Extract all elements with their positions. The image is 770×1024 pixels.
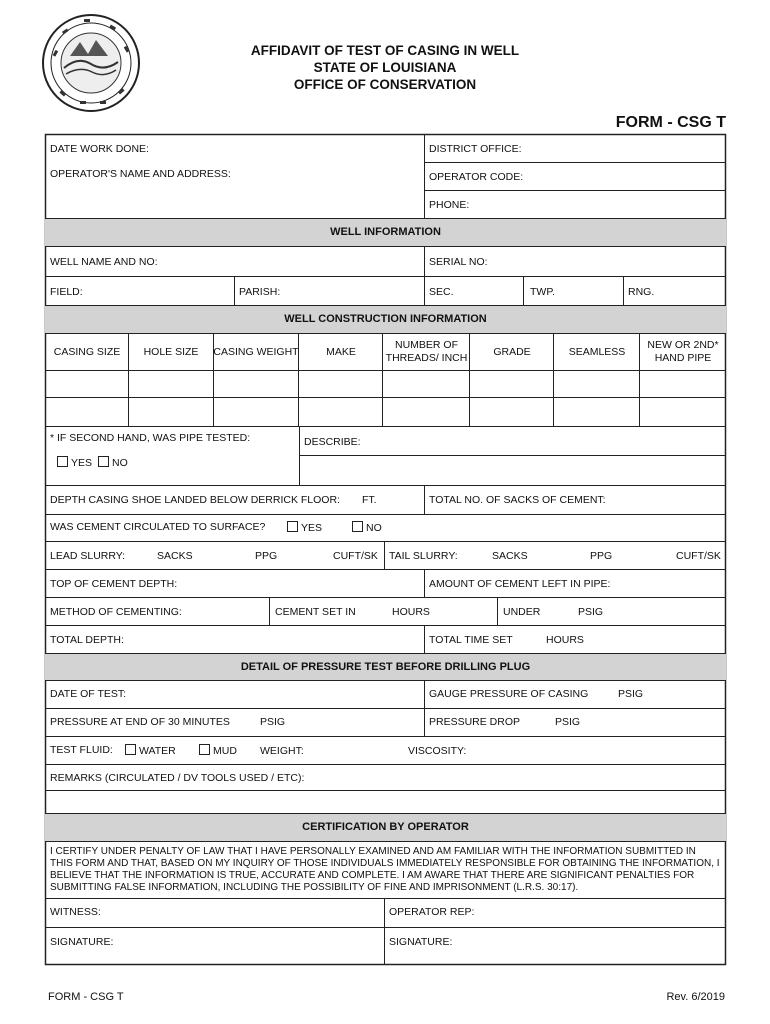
operator-name-address-label: OPERATOR'S NAME AND ADDRESS: (50, 168, 231, 180)
lead-slurry-label: LEAD SLURRY: (50, 550, 126, 562)
col-seamless: SEAMLESS (568, 346, 626, 358)
fluid-mud-option[interactable] (199, 744, 237, 757)
second-hand-question: * IF SECOND HAND, WAS PIPE TESTED: (50, 432, 251, 444)
certification-line-2: THIS FORM AND THAT, BASED ON MY INQUIRY OF THOSE INDIVIDUALS IMMEDIATELY RESPONSIBLE FOR OBTAINING THE INFORMATION, I (50, 858, 720, 869)
field-label: FIELD: (50, 286, 83, 298)
gauge-pressure-label: GAUGE PRESSURE OF CASING (429, 688, 589, 700)
under-label: UNDER (503, 606, 541, 618)
lead-cuft-label: CUFT/SK (333, 550, 378, 562)
pipe-tested-no-option[interactable] (98, 456, 128, 469)
yes-label: YES (301, 522, 323, 534)
water-label: WATER (139, 745, 176, 757)
checkbox-icon[interactable] (125, 744, 136, 755)
rng-label: RNG. (628, 286, 655, 298)
form-id: FORM - CSG T (615, 114, 726, 131)
col-hole-size: HOLE SIZE (143, 346, 199, 358)
depth-shoe-label: DEPTH CASING SHOE LANDED BELOW DERRICK FLOOR: (50, 494, 340, 506)
total-sacks-label: TOTAL NO. OF SACKS OF CEMENT: (429, 494, 606, 506)
parish-label: PARISH: (239, 286, 281, 298)
no-label: NO (366, 522, 382, 534)
describe-label: DESCRIBE: (304, 436, 361, 448)
twp-label: TWP. (530, 286, 555, 298)
certification-heading: CERTIFICATION BY OPERATOR (45, 813, 726, 842)
checkbox-icon[interactable] (57, 456, 68, 467)
hours-label: HOURS (392, 606, 430, 618)
checkbox-icon[interactable] (199, 744, 210, 755)
certification-line-3: BELIEVE THAT THE INFORMATION IS TRUE, ACCURATE AND COMPLETE. I AM AWARE THAT THERE ARE SIGNIFICANT PENALTIES FOR (50, 870, 695, 881)
ft-label: FT. (362, 494, 377, 506)
amount-left-label: AMOUNT OF CEMENT LEFT IN PIPE: (429, 578, 611, 590)
signature-right-label: SIGNATURE: (389, 936, 453, 948)
yes-label: YES (71, 457, 93, 469)
construction-heading: WELL CONSTRUCTION INFORMATION (45, 305, 726, 334)
psig-label: PSIG (578, 606, 604, 618)
well-name-label: WELL NAME AND NO: (50, 256, 158, 268)
office-title: OFFICE OF CONSERVATION (293, 77, 477, 92)
mud-label: MUD (213, 745, 237, 757)
well-information-heading: WELL INFORMATION (45, 218, 726, 247)
form-title: AFFIDAVIT OF TEST OF CASING IN WELL (250, 43, 520, 58)
checkbox-icon[interactable] (287, 521, 298, 532)
remarks-label: REMARKS (CIRCULATED / DV TOOLS USED / ETC): (50, 772, 305, 784)
footer-form-id: FORM - CSG T (48, 991, 124, 1003)
date-work-done-label: DATE WORK DONE: (50, 143, 149, 155)
col-new-or-2nd: NEW OR 2ND* (647, 339, 719, 351)
col-number-of: NUMBER OF (395, 339, 458, 351)
state-title: STATE OF LOUISIANA (313, 60, 457, 75)
district-office-label: DISTRICT OFFICE: (429, 143, 522, 155)
footer-revision: Rev. 6/2019 (666, 991, 725, 1003)
col-casing-size: CASING SIZE (53, 346, 121, 358)
col-threads-inch: THREADS/ INCH (385, 352, 468, 364)
operator-code-label: OPERATOR CODE: (429, 171, 524, 183)
sec-label: SEC. (429, 286, 454, 298)
certification-line-1: I CERTIFY UNDER PENALTY OF LAW THAT I HAVE PERSONALLY EXAMINED AND AM FAMILIAR WITH THE INFORMATION SUBMITTED IN (50, 846, 696, 857)
pressure-end-label: PRESSURE AT END OF 30 MINUTES (50, 716, 230, 728)
total-time-hours-label: HOURS (546, 634, 584, 646)
cement-set-in-label: CEMENT SET IN (275, 606, 356, 618)
circulated-no-option[interactable] (352, 521, 382, 534)
cement-circulated-question: WAS CEMENT CIRCULATED TO SURFACE? (50, 521, 266, 533)
viscosity-label: VISCOSITY: (408, 745, 467, 757)
pressure-end-psig-label: PSIG (260, 716, 286, 728)
col-casing-weight: CASING WEIGHT (213, 346, 299, 358)
tail-ppg-label: PPG (590, 550, 613, 562)
operator-rep-label: OPERATOR REP: (389, 906, 475, 918)
pressure-drop-label: PRESSURE DROP (429, 716, 521, 728)
lead-ppg-label: PPG (255, 550, 278, 562)
col-make: MAKE (326, 346, 356, 358)
tail-slurry-label: TAIL SLURRY: (389, 550, 458, 562)
pipe-tested-yes-option[interactable] (57, 456, 92, 469)
checkbox-icon[interactable] (98, 456, 109, 467)
top-cement-label: TOP OF CEMENT DEPTH: (50, 578, 178, 590)
weight-label: WEIGHT: (260, 745, 304, 757)
date-of-test-label: DATE OF TEST: (50, 688, 127, 700)
pressure-test-heading: DETAIL OF PRESSURE TEST BEFORE DRILLING PLUG (45, 653, 726, 681)
checkbox-icon[interactable] (352, 521, 363, 532)
fluid-water-option[interactable] (125, 744, 176, 757)
method-label: METHOD OF CEMENTING: (50, 606, 182, 618)
total-depth-label: TOTAL DEPTH: (50, 634, 124, 646)
col-hand-pipe: HAND PIPE (654, 352, 712, 364)
test-fluid-label: TEST FLUID: (50, 744, 113, 756)
witness-label: WITNESS: (50, 906, 101, 918)
col-grade: GRADE (493, 346, 531, 358)
lead-sacks-label: SACKS (157, 550, 193, 562)
phone-label: PHONE: (429, 199, 470, 211)
serial-no-label: SERIAL NO: (429, 256, 488, 268)
pressure-drop-psig-label: PSIG (555, 716, 581, 728)
gauge-psig-label: PSIG (618, 688, 644, 700)
no-label: NO (112, 457, 128, 469)
tail-sacks-label: SACKS (492, 550, 528, 562)
signature-left-label: SIGNATURE: (50, 936, 114, 948)
circulated-yes-option[interactable] (287, 521, 322, 534)
certification-line-4: SUBMITTING FALSE INFORMATION, INCLUDING THE POSSIBILITY OF FINE AND IMPRISONMENT (L.R.S. 30:17). (50, 882, 579, 893)
tail-cuft-label: CUFT/SK (676, 550, 721, 562)
total-time-set-label: TOTAL TIME SET (429, 634, 513, 646)
